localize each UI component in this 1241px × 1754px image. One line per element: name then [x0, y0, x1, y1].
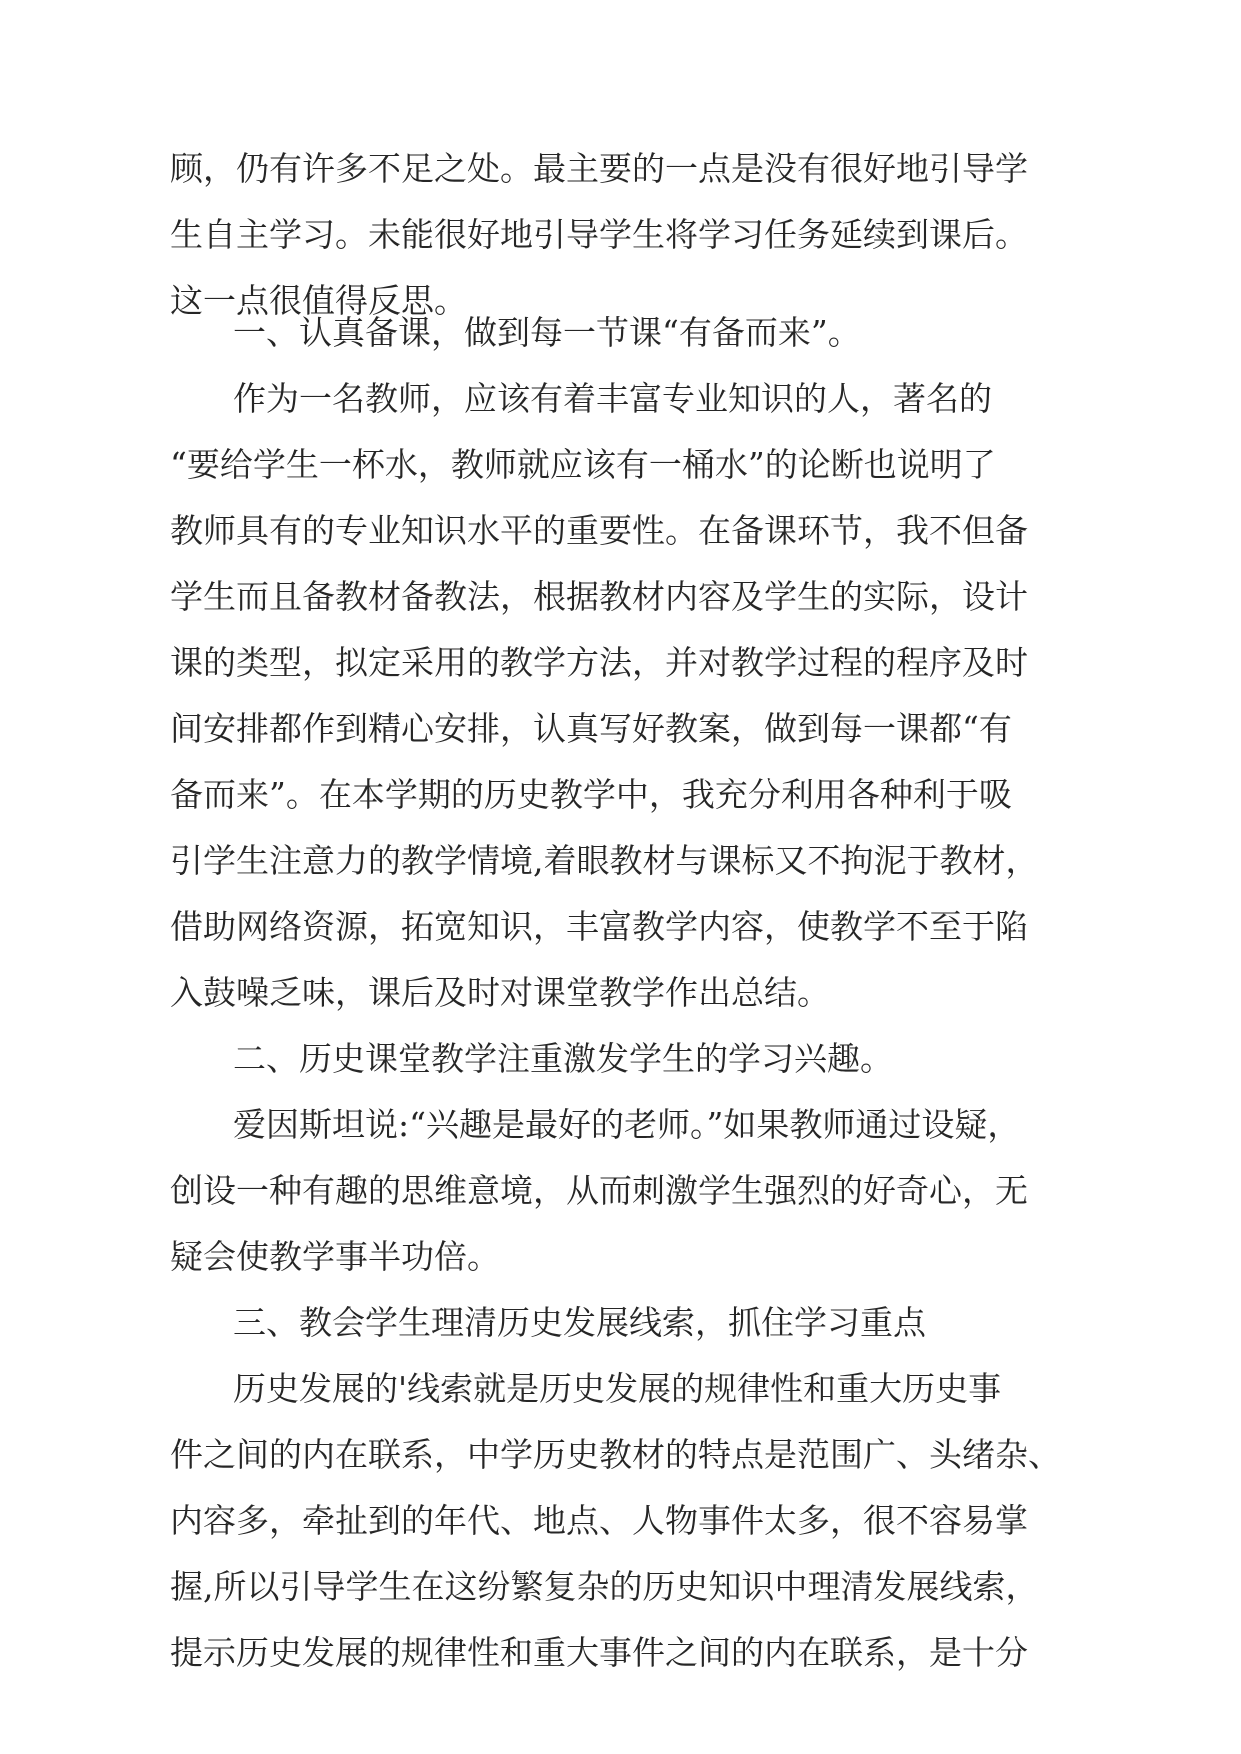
section-heading: 一、认真备课，做到每一节课“有备而来”。	[233, 313, 861, 352]
text-line: 历史发展的'线索就是历史发展的规律性和重大历史事	[233, 1369, 1002, 1408]
text-line: 入鼓噪乏味，课后及时对课堂教学作出总结。	[170, 973, 830, 1012]
text-line: 备而来”。在本学期的历史教学中，我充分利用各种利于吸	[170, 775, 1012, 814]
text-line: 间安排都作到精心安排，认真写好教案，做到每一课都“有	[170, 709, 1012, 748]
text-line: 学生而且备教材备教法，根据教材内容及学生的实际，设计	[170, 577, 1028, 616]
text-line: 这一点很值得反思。	[170, 281, 467, 320]
text-line: 课的类型，拟定采用的教学方法，并对教学过程的程序及时	[170, 643, 1028, 682]
text-line: 件之间的内在联系，中学历史教材的特点是范围广、头绪杂、	[170, 1435, 1061, 1474]
section-heading: 三、教会学生理清历史发展线索，抓住学习重点	[233, 1303, 926, 1342]
text-line: 教师具有的专业知识水平的重要性。在备课环节，我不但备	[170, 511, 1028, 550]
text-line: 借助网络资源，拓宽知识，丰富教学内容，使教学不至于陷	[170, 907, 1028, 946]
text-line: 爱因斯坦说:“兴趣是最好的老师。”如果教师通过设疑，	[233, 1105, 1021, 1144]
text-line: 作为一名教师，应该有着丰富专业知识的人，著名的	[233, 379, 992, 418]
text-line: 生自主学习。未能很好地引导学生将学习任务延续到课后。	[170, 215, 1028, 254]
text-line: 顾，仍有许多不足之处。最主要的一点是没有很好地引导学	[170, 149, 1028, 188]
text-line: 内容多，牵扯到的年代、地点、人物事件太多，很不容易掌	[170, 1501, 1028, 1540]
section-heading: 二、历史课堂教学注重激发学生的学习兴趣。	[233, 1039, 893, 1078]
text-line: 握,所以引导学生在这纷繁复杂的历史知识中理清发展线索，	[170, 1567, 1039, 1606]
text-line: 创设一种有趣的思维意境，从而刺激学生强烈的好奇心，无	[170, 1171, 1028, 1210]
text-line: 提示历史发展的规律性和重大事件之间的内在联系，是十分	[170, 1633, 1028, 1672]
text-line: 疑会使教学事半功倍。	[170, 1237, 500, 1276]
text-line: “要给学生一杯水，教师就应该有一桶水”的论断也说明了	[170, 445, 996, 484]
text-line: 引学生注意力的教学情境,着眼教材与课标又不拘泥于教材，	[170, 841, 1039, 880]
